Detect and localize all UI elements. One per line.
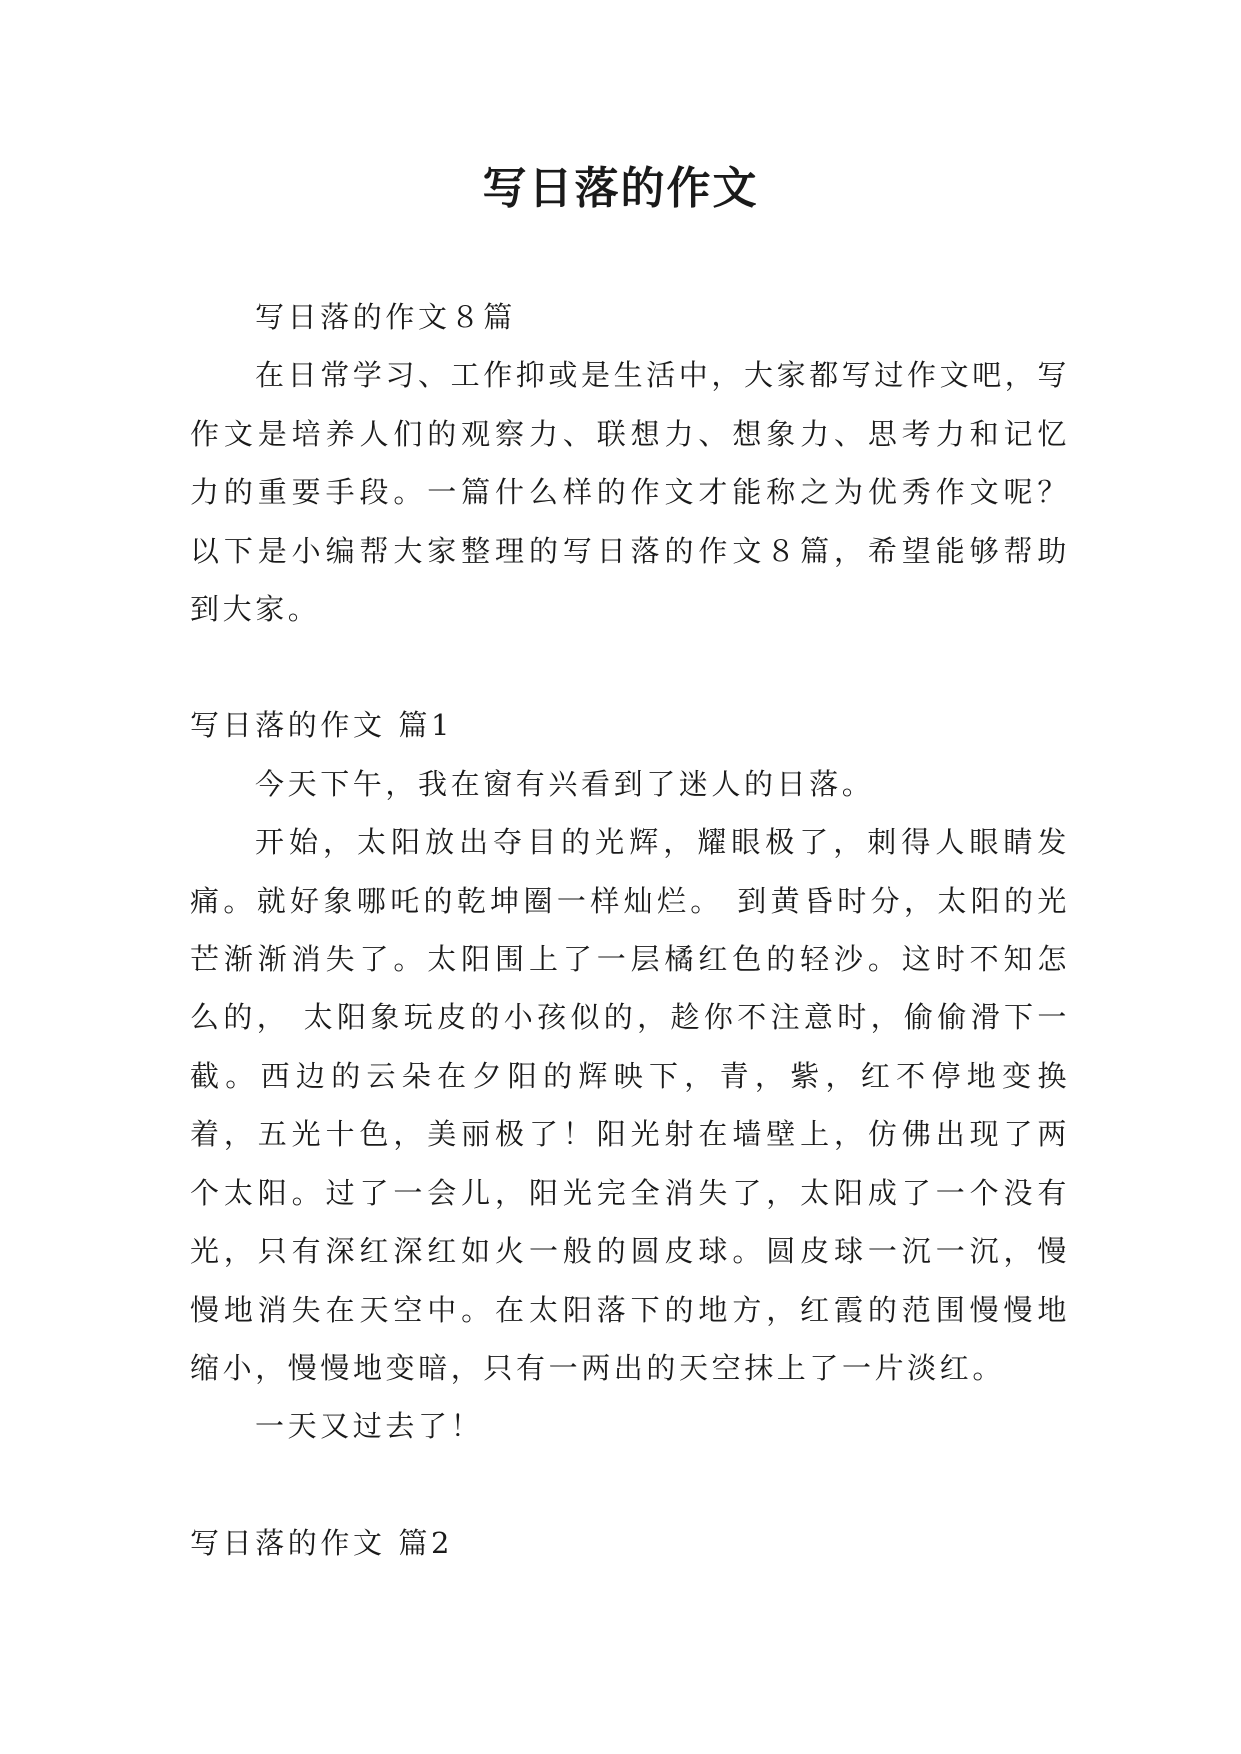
- section-1-paragraph: 开始，太阳放出夺目的光辉，耀眼极了，刺得人眼睛发痛。就好象哪吒的乾坤圈一样灿烂。 到黄昏时分，太阳的光芒渐渐消失了。太阳围上了一层橘红色的轻沙。这时不知怎么的， 太阳象玩皮的小孩似的，趁你不注意时，偷偷滑下一截。西边的云朵在夕阳的辉映下，青，紫，红不停地变换着，五光十色，美丽极了！阳光射在墙壁上，仿佛出现了两个太阳。过了一会儿，阳光完全消失了，太阳成了一个没有光，只有深红深红如火一般的圆皮球。圆皮球一沉一沉，慢慢地消失在天空中。在太阳落下的地方，红霞的范围慢慢地缩小，慢慢地变暗，只有一两出的天空抹上了一片淡红。: [190, 825, 1070, 1385]
- section-heading-1: 写日落的作文 篇1: [190, 708, 454, 743]
- intro-paragraph: 在日常学习、工作抑或是生活中，大家都写过作文吧，写作文是培养人们的观察力、联想力、想象力、思考力和记忆力的重要手段。一篇什么样的作文才能称之为优秀作文呢？以下是小编帮大家整理的写日落的作文８篇，希望能够帮助到大家。: [190, 358, 1071, 627]
- section-1-paragraph: 今天下午，我在窗有兴看到了迷人的日落。: [255, 766, 875, 801]
- intro-subtitle: 写日落的作文８篇: [255, 300, 516, 334]
- section-spacer: [190, 1456, 1070, 1514]
- section-spacer: [190, 638, 1070, 696]
- section-1-paragraph: 一天又过去了！: [255, 1409, 484, 1444]
- section-heading-2: 写日落的作文 篇2: [190, 1525, 454, 1560]
- document-title: 写日落的作文: [482, 163, 759, 214]
- document-body: [190, 288, 1070, 1572]
